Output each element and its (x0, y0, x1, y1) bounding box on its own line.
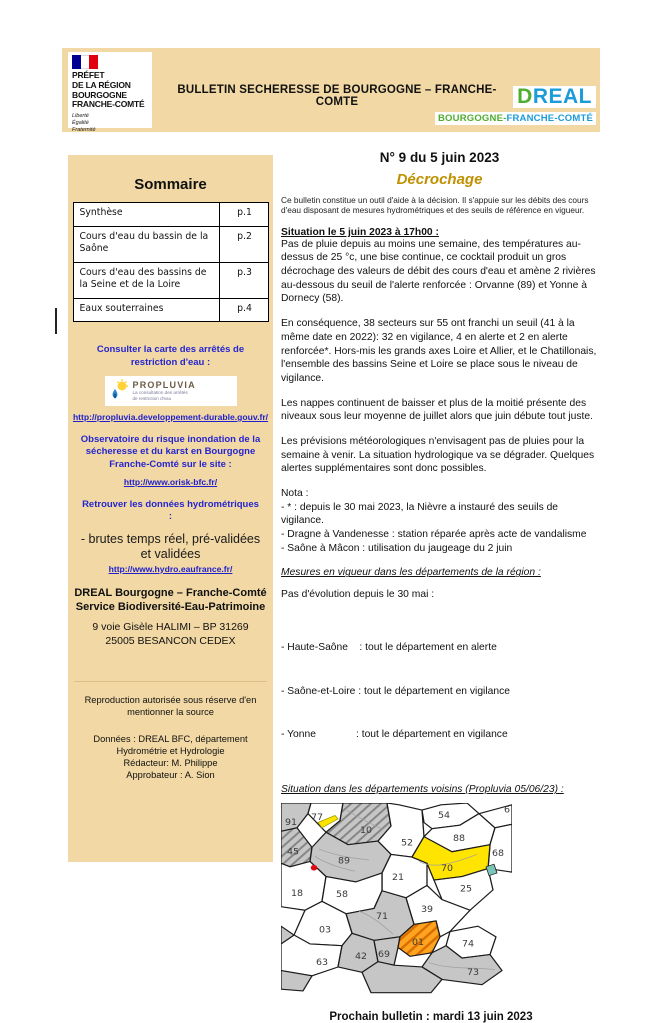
motto-line: Égalité (72, 120, 89, 127)
mesure-line: - Yonne : tout le département en vigilance (281, 729, 508, 741)
mesures-list (281, 611, 598, 772)
paragraph: Pas de pluie depuis au moins une semaine, des températures au-dessus de 25 °c, une bise continue, ce cocktail produit un gros décrochage des valeurs de débit des cours d'eau et amène 2 rivières au-dessous du seuil de l'alerte renforcée : Orvanne (89) et Yonne à Dornecy (58). (281, 238, 596, 305)
nota-line: - * : depuis le 30 mai 2023, la Nièvre a instauré des seuils de vigilance. (281, 501, 559, 527)
hydro-heading: Retrouver les données hydrométriques : (82, 499, 259, 523)
map-label: 70 (441, 864, 454, 875)
orisk-link[interactable]: http://www.orisk-bfc.fr/ (123, 477, 218, 487)
prefect-line: DE LA RÉGION (72, 79, 131, 90)
map-label: 52 (401, 839, 414, 849)
consulter-heading: Consulter la carte des arrêtés de restriction d'eau : (96, 344, 245, 368)
hydro-data-types: - brutes temps réel, pré-validées et validées (80, 531, 261, 562)
org-service: Service Biodiversité-Eau-Patrimoine (75, 600, 266, 613)
propluvia-tagline: La consultation des arrêtés (132, 390, 188, 395)
sidebar (68, 155, 273, 862)
propluvia-link[interactable]: http://propluvia.developpement-durable.gouv.fr/ (72, 411, 269, 422)
mesures-intro: Pas d'évolution depuis le 30 mai : (281, 589, 435, 601)
prefect-line: FRANCHE-COMTÉ (72, 99, 145, 110)
bulletin-title: BULLETIN SECHERESSE DE BOURGOGNE – FRANCHE-COMTE (177, 84, 497, 108)
credits-data: Données : DREAL BFC, département Hydrométrie et Hydrologie (93, 733, 248, 756)
map-label: 10 (360, 826, 373, 837)
main-content (281, 150, 598, 1023)
nota-block (281, 487, 598, 555)
map-red-marker (311, 865, 317, 871)
french-flag-icon (72, 55, 98, 69)
toc-row[interactable] (73, 203, 268, 227)
org-name: DREAL Bourgogne – Franche-Comté (74, 586, 267, 599)
prefect-line: PRÉFET (72, 70, 105, 80)
paragraph: En conséquence, 38 secteurs sur 55 ont franchi un seuil (41 à la même date en 2022): 32 en vigilance, 4 en alerte et 2 en alerte renforcée*. Hors-mis les grands axes Loire et Allier, et le Chatillonais, l'ensemble des bassins Seine et Loire se place sous le niveau de vigilance. (281, 318, 597, 384)
dreal-region-1: BOURGOGNE- (437, 113, 507, 124)
dreal-word-real: REAL (532, 85, 592, 108)
sidebar-divider (74, 681, 267, 682)
paragraph: Les prévisions météorologiques n'envisagent pas de pluies pour la semaine à venir. La situation hydrologique va se dégrader. Quelques alertes supplémentaires sont donc possibles. (281, 435, 595, 475)
map-label: 45 (287, 848, 300, 858)
address-street: 9 voie Gisèle HALIMI – BP 31269 (92, 621, 249, 634)
map-label: 69 (378, 950, 391, 961)
mesures-heading: Mesures en vigueur dans les départements de la région : (281, 567, 541, 579)
revision-mark (55, 308, 57, 334)
header-banner (62, 48, 600, 132)
toc-label[interactable]: Synthèse (73, 203, 219, 227)
propluvia-tagline: de restriction d'eau (132, 395, 172, 401)
toc-page: p.2 (219, 226, 268, 262)
dreal-logo (435, 86, 596, 126)
toc-row[interactable] (73, 298, 268, 322)
map-label: 91 (285, 818, 298, 829)
toc-row[interactable] (73, 226, 268, 262)
map-label: 71 (376, 912, 389, 923)
map-label: 18 (291, 889, 304, 900)
map-label: 42 (355, 952, 368, 962)
next-bulletin: Prochain bulletin : mardi 13 juin 2023 (329, 1011, 533, 1023)
map-label: 01 (412, 938, 425, 948)
nota-line: - Saône à Mâcon : utilisation du jaugeage du 2 juin (281, 542, 513, 554)
address-city: 25005 BESANCON CEDEX (105, 635, 236, 648)
prefect-logo (68, 52, 152, 134)
departments-map (281, 803, 512, 998)
map-label: 58 (336, 890, 349, 900)
reproduction-note: Reproduction autorisée sous réserve d'en mentionner la source (84, 694, 257, 717)
mesure-line: - Saône-et-Loire : tout le département en vigilance (281, 685, 510, 697)
map-label: 25 (460, 885, 473, 895)
issue-number: N° 9 du 5 juin 2023 (379, 150, 500, 165)
propluvia-sun-drop-icon (109, 379, 129, 403)
propluvia-name: PROPLUVIA (132, 380, 196, 390)
map-label: 88 (453, 834, 466, 845)
mesure-line: - Haute-Saône : tout le département en alerte (281, 641, 497, 653)
map-label: 89 (338, 856, 351, 867)
map-label: 39 (421, 905, 434, 916)
map-label: 74 (462, 940, 475, 950)
map-label: 73 (467, 968, 480, 978)
toc-label[interactable]: Cours d'eau du bassin de la Saône (73, 226, 219, 262)
dreal-region-2: FRANCHE-COMTÉ (506, 113, 593, 124)
sommaire-title: Sommaire (134, 176, 207, 193)
motto-line: Liberté (72, 113, 89, 120)
toc-label[interactable]: Cours d'eau des bassins de la Seine et de la Loire (73, 262, 219, 298)
nota-line: - Dragne à Vandenesse : station réparée après acte de vandalisme (281, 529, 587, 541)
observatoire-heading: Observatoire du risque inondation de la sécheresse et du karst en Bourgogne Franche-Comté sur le site : (80, 433, 261, 470)
map-label: 77 (311, 813, 324, 823)
toc-page: p.1 (219, 203, 268, 227)
map-label: 54 (438, 811, 451, 822)
prefect-line: BOURGOGNE (72, 89, 127, 100)
toc-page: p.4 (219, 298, 268, 322)
paragraph: Les nappes continuent de baisser et plus de la moitié présente des niveaux sous leur moyenne de juillet alors que juin débute tout juste. (281, 397, 593, 423)
credits-approbateur: Approbateur : A. Sion (126, 770, 215, 781)
dreal-word-d: D (517, 85, 533, 108)
toc-page: p.3 (219, 262, 268, 298)
map-label: 21 (392, 873, 405, 884)
headline: Décrochage (396, 171, 483, 188)
map-label: 6 (504, 806, 511, 816)
hydro-link[interactable]: http://www.hydro.eaufrance.fr/ (108, 563, 233, 574)
toc-row[interactable] (73, 262, 268, 298)
propluvia-logo[interactable] (105, 376, 237, 406)
intro-note: Ce bulletin constitue un outil d'aide à la décision. Il s'appuie sur les débits des cours d'eau disposant de mesures hydrométriques et des seuils de référence en vigueur. (281, 195, 589, 216)
motto-line: Fraternité (72, 127, 96, 134)
map-label: 63 (316, 958, 329, 969)
nota-line: Nota : (281, 488, 309, 500)
map-label: 68 (492, 849, 505, 860)
toc-label[interactable]: Eaux souterraines (73, 298, 219, 322)
voisins-heading: Situation dans les départements voisins (Propluvia 05/06/23) : (281, 784, 564, 796)
situation-heading: Situation le 5 juin 2023 à 17h00 : (281, 226, 439, 238)
table-of-contents (73, 202, 269, 322)
credits-redacteur: Rédacteur: M. Philippe (123, 758, 218, 769)
map-label: 03 (319, 926, 332, 936)
